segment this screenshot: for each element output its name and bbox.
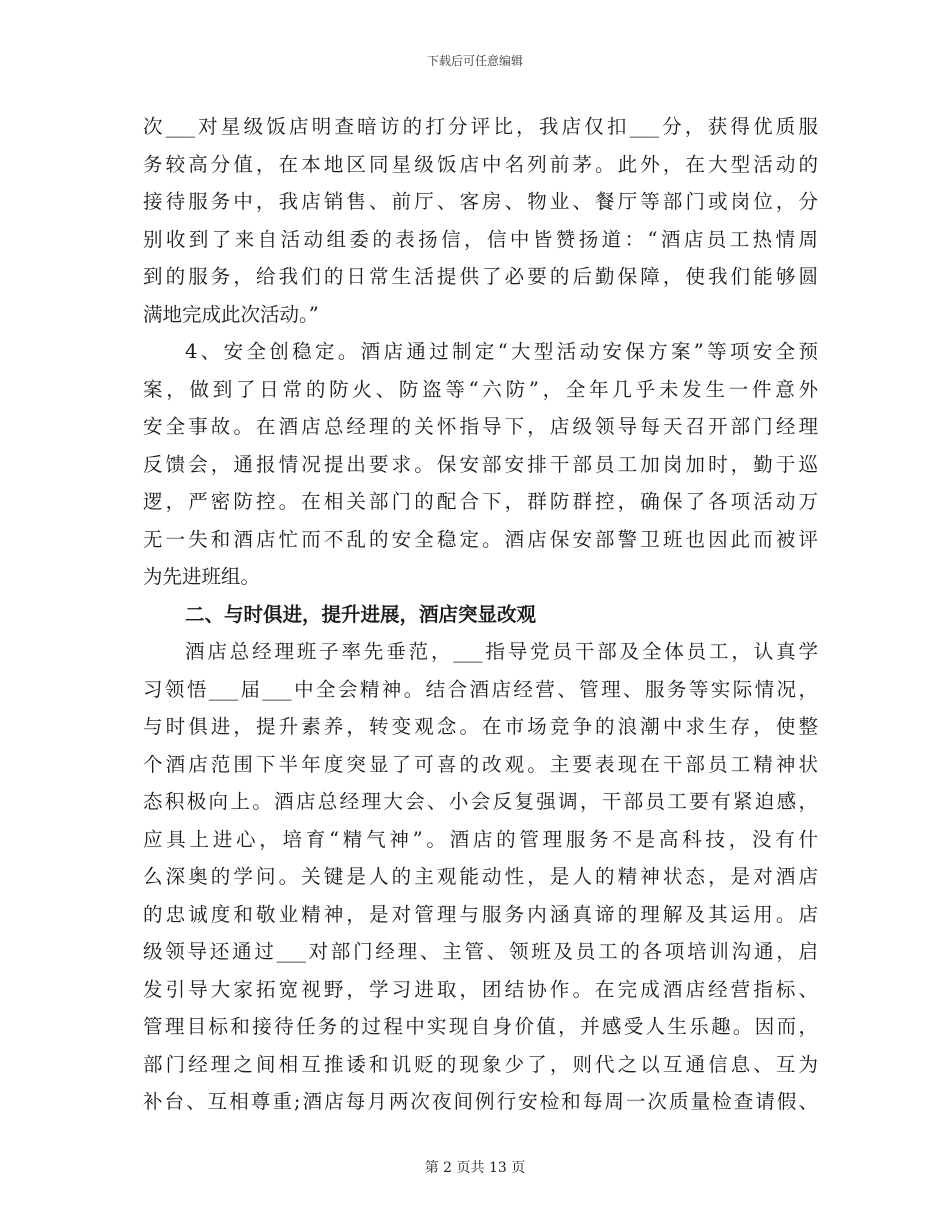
text-line: 级领导还通过___对部门经理、主管、领班及员工的各项培训沟通，启	[143, 940, 818, 963]
paragraph	[143, 108, 818, 333]
page-footer: 第 2 页共 13 页	[424, 1160, 526, 1176]
text-line: 应具上进心，培育“精气神”。酒店的管理服务不是高科技，没有什	[143, 827, 818, 851]
text-line: 个酒店范围下半年度突显了可喜的改观。主要表现在干部员工精神状	[143, 752, 818, 776]
text-line: 逻，严密防控。在相关部门的配合下，群防群控，确保了各项活动万	[143, 490, 818, 513]
text-line: 部门经理之间相互推诿和讥贬的现象少了，则代之以互通信息、互为	[143, 1052, 818, 1076]
text-line: 别收到了来自活动组委的表扬信，信中皆赞扬道：“酒店员工热情周	[143, 227, 818, 251]
paragraph	[143, 333, 818, 596]
text-line: 习领悟___届___中全会精神。结合酒店经营、管理、服务等实际情况，	[143, 677, 818, 701]
document-body	[143, 108, 818, 1121]
text-line: 发引导大家拓宽视野，学习进取，团结协作。在完成酒店经营指标、	[143, 977, 818, 1001]
text-line: 务较高分值，在本地区同星级饭店中名列前茅。此外，在大型活动的	[143, 152, 818, 176]
text-line: 次___对星级饭店明查暗访的打分评比，我店仅扣___分，获得优质服	[143, 115, 818, 138]
text-line: 无一失和酒店忙而不乱的安全稳定。酒店保安部警卫班也因此而被评	[143, 527, 818, 551]
section-heading	[143, 596, 818, 634]
text-line: 为先进班组。	[143, 565, 261, 588]
paragraph	[143, 633, 818, 1121]
heading-text: 二、与时俱进，提升进展，酒店突显改观	[185, 602, 537, 626]
text-line: 案，做到了日常的防火、防盗等“六防”，全年几乎未发生一件意外	[143, 377, 818, 401]
text-line: 反馈会，通报情况提出要求。保安部安排干部员工加岗加时，勤于巡	[143, 452, 818, 476]
text-line: 补台、互相尊重;酒店每月两次夜间例行安检和每周一次质量检查请假、	[143, 1090, 818, 1113]
text-line: 么深奥的学问。关键是人的主观能动性，是人的精神状态，是对酒店	[143, 865, 818, 888]
text-line: 到的服务，给我们的日常生活提供了必要的后勤保障，使我们能够圆	[143, 265, 818, 288]
text-line: 态积极向上。酒店总经理大会、小会反复强调，干部员工要有紧迫感，	[143, 790, 818, 813]
text-line: 与时俱进，提升素养，转变观念。在市场竞争的浪潮中求生存，使整	[143, 715, 818, 738]
text-line: 满地完成此次活动。”	[143, 302, 319, 326]
page-header: 下载后可任意编辑	[426, 54, 523, 68]
text-line: 安全事故。在酒店总经理的关怀指导下，店级领导每天召开部门经理	[143, 415, 818, 438]
text-line: 4、安全创稳定。酒店通过制定“大型活动安保方案”等项安全预	[185, 340, 818, 363]
text-line: 接待服务中，我店销售、前厅、客房、物业、餐厅等部门或岗位，分	[143, 190, 818, 213]
text-line: 酒店总经理班子率先垂范，___指导党员干部及全体员工，认真学	[185, 640, 818, 663]
text-line: 管理目标和接待任务的过程中实现自身价值，并感受人生乐趣。因而，	[143, 1015, 818, 1038]
text-line: 的忠诚度和敬业精神，是对管理与服务内涵真谛的理解及其运用。店	[143, 902, 818, 926]
